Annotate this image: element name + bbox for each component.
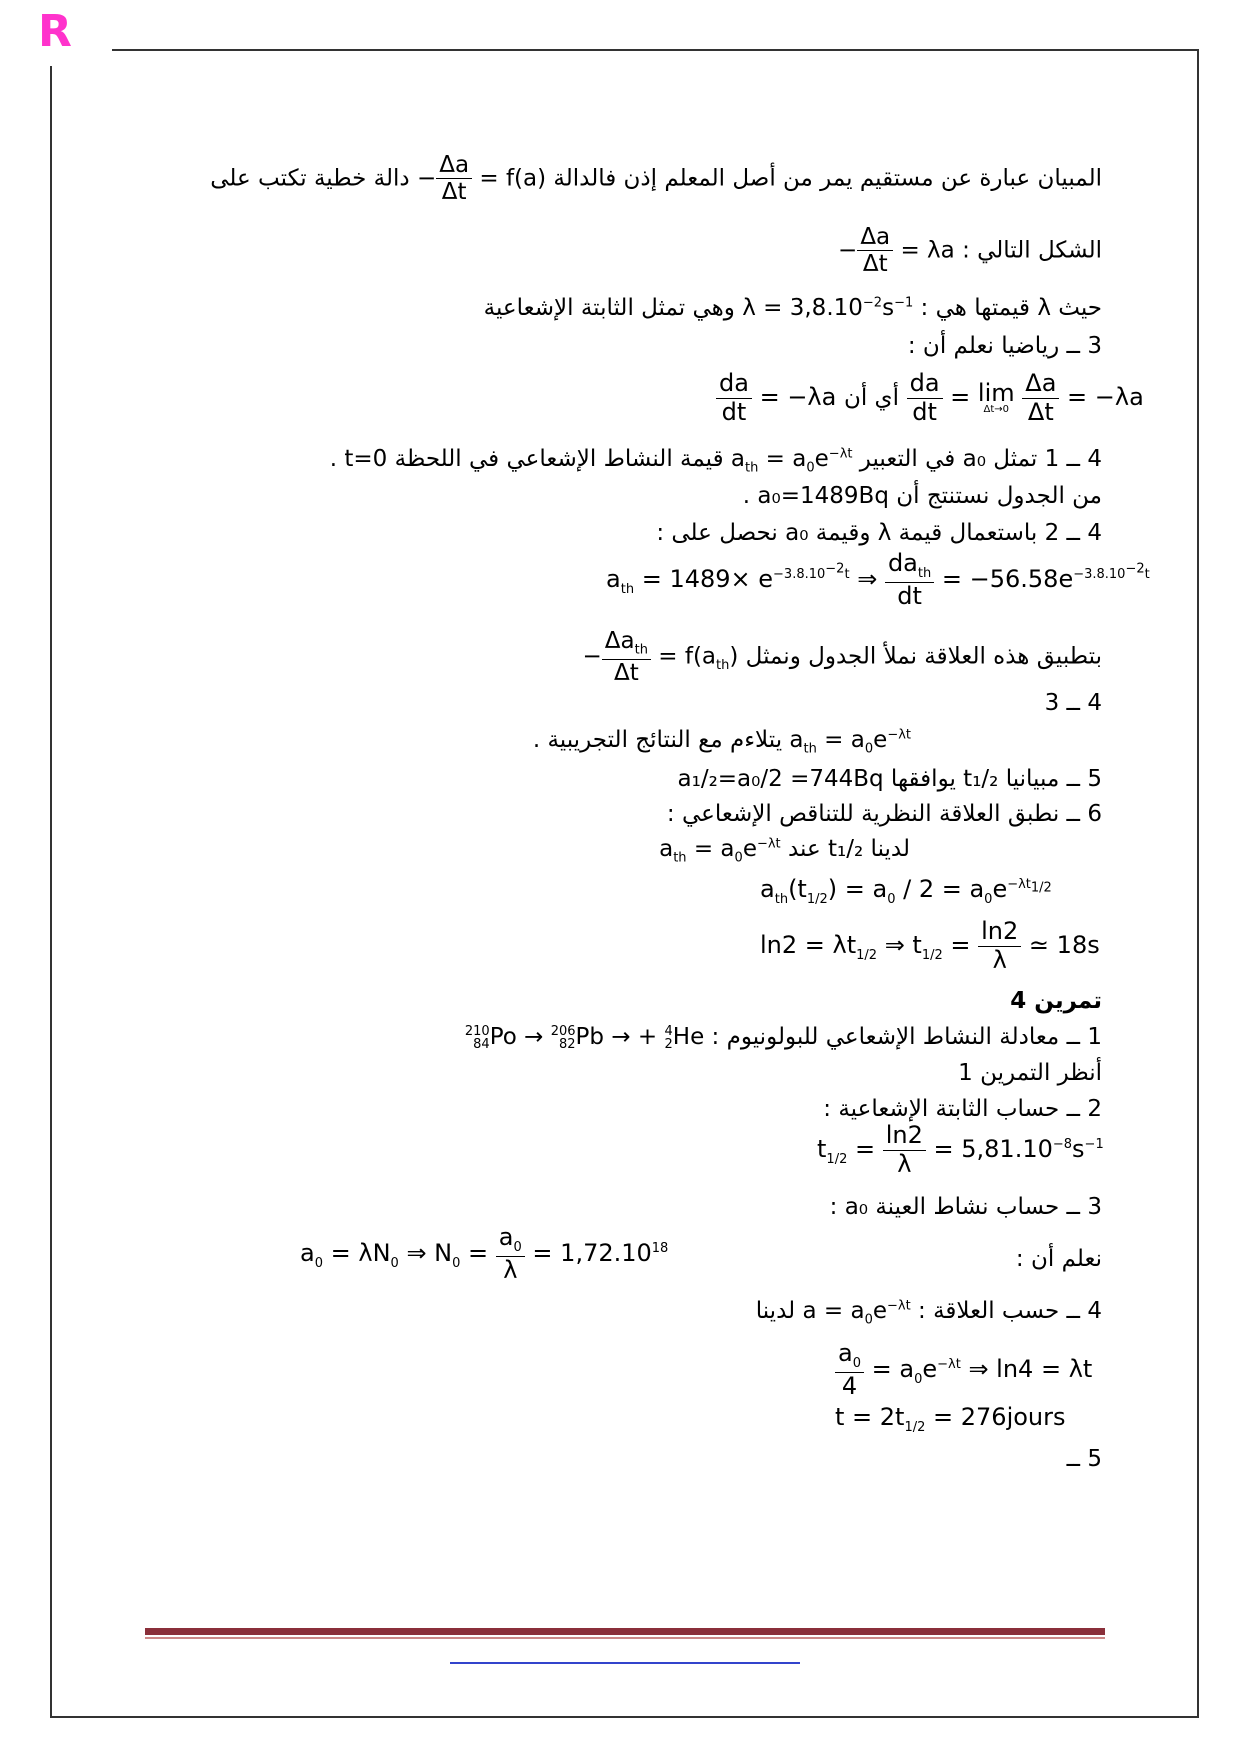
text-following-form: الشكل التالي :	[962, 237, 1102, 264]
footer-link-underline[interactable]	[450, 1662, 800, 1664]
paragraph-line-7	[743, 483, 1102, 509]
exercise-heading: تمرين 4	[1010, 988, 1102, 1014]
paragraph-line-2	[838, 224, 1102, 278]
question-3: 3 ــ حساب نشاط العينة a₀ :	[829, 1194, 1102, 1220]
question-2: 2 ــ حساب الثابتة الإشعاعية :	[823, 1096, 1102, 1122]
text-radioactive-constant: وهي تمثل الثابتة الإشعاعية	[483, 295, 735, 321]
text-we-have: لدينا t₁/₂	[828, 836, 910, 862]
paragraph-line-6	[330, 446, 1102, 476]
equation-a-th-3: $a_{th} = a_0e^{-\lambda t}$	[659, 836, 781, 866]
text-where-lambda: حيث λ قيمتها هي :	[920, 295, 1102, 321]
footer-rule	[145, 1628, 1105, 1635]
paragraph-line-3	[484, 295, 1102, 321]
equation-f-of-a: − $\frac{\Delta a}{\Delta t}$ = f(a)	[416, 152, 547, 206]
equation-lambda-a: − $\frac{\Delta a}{\Delta t}$ = λa	[838, 224, 955, 278]
equation-a-decay: $a = a_0e^{-\lambda t}$	[802, 1298, 911, 1328]
paragraph-line-8	[656, 520, 1102, 546]
equation-lambda-calc: $t_{1/2}$ = $\frac{\ln 2}{\lambda}$ = $5,81.10^{-8}s^{-1}$	[817, 1121, 1104, 1178]
text-4-3: 4 ــ 3	[1044, 690, 1102, 716]
frame-top-border	[112, 49, 1198, 51]
frame-bottom-border	[50, 1716, 1199, 1718]
text-4-2: 4 ــ 2 باستعمال قيمة λ وقيمة a₀ نحصل على :	[656, 520, 1102, 546]
logo: R	[38, 6, 71, 57]
paragraph-line-13	[678, 766, 1103, 792]
text-5-half-life: 5 ــ مبيانيا t₁/₂ يوافقها a₁/₂=a₀/2 =744Bq	[677, 766, 1102, 792]
equation-half-activity: $a_{th}(t_{1/2}) = a_0 / 2 = a_0e^{-\lambda t_{1/2}}$	[760, 875, 1052, 907]
text-that-is: أي أن	[843, 385, 899, 412]
equation-quarter: $\frac{a_0}{4}$ = $a_0e^{-\lambda t}$ ⇒ ln4 = λt	[835, 1340, 1092, 1400]
footer-rule-shadow	[145, 1637, 1105, 1639]
equation-days: $t = 2t_{1/2}$ = 276jours	[835, 1403, 1066, 1435]
equation-a-th-2: $a_{th} = a_0e^{-\lambda t}$	[789, 727, 911, 757]
paragraph-line-14	[667, 801, 1102, 827]
question-1	[465, 1024, 1102, 1051]
equation-f-a-th: − $\frac{\Delta a_{th}}{\Delta t}$ = $f(a_{th})$	[582, 628, 739, 686]
frame-left-border	[50, 66, 52, 1717]
equation-n0: $a_0 = \lambda N_0$ ⇒ $N_0$ = $\frac{a_0}{\lambda}$ = $1,72.10^{18}$	[300, 1223, 669, 1284]
text-mathematically: 3 ــ رياضيا نعلم أن :	[907, 333, 1102, 359]
paragraph-line-15	[659, 836, 910, 866]
text-we-have-2: لدينا	[755, 1298, 796, 1324]
text-4-1: 4 ــ 1 تمثل a₀ في التعبير	[859, 446, 1102, 472]
equation-limit: $\frac{da}{dt}$ = −λa أي أن $\frac{da}{dt}$ = lim Δt→0 $\frac{\Delta a}{\Delta t}$ = −λa	[716, 370, 1144, 426]
question-3-note: نعلم أن :	[1015, 1246, 1102, 1272]
question-1-note: أنظر التمرين 1	[958, 1060, 1102, 1086]
text-graph-line: المبيان عبارة عن مستقيم يمر من أصل المعلم إذن فالدالة	[553, 165, 1102, 192]
paragraph-line-12	[533, 727, 911, 757]
equation-polonium-decay: 210 84 Po → 206 82 Pb → + 4 2 He	[464, 1023, 705, 1052]
text-polonium-equation: 1 ــ معادلة النشاط الإشعاعي للبولونيوم :	[711, 1024, 1102, 1050]
text-a0-value: من الجدول نستنتج أن a₀=1489Bq .	[742, 483, 1102, 509]
equation-a-th-numeric: $a_{th} = 1489\times e^{-3.8.10^{-2}t}$ ⇒ $\frac{da_{th}}{dt}$ = $-56.58e^{-3.8.10^{-2}t}$	[606, 549, 1150, 610]
text-6-theory: 6 ــ نطبق العلاقة النظرية للتناقص الإشعاعي :	[666, 801, 1102, 827]
text-according-relation: 4 ــ حسب العلاقة :	[918, 1298, 1102, 1324]
paragraph-line-4	[908, 333, 1102, 359]
equation-a-th: $a_{th} = a_0e^{-\lambda t}$	[730, 446, 853, 476]
equation-half-life: $\ln 2 = \lambda t_{1/2}$ ⇒ $t_{1/2}$ = $\frac{\ln 2}{\lambda}$ ≃ 18s	[760, 917, 1100, 974]
text-initial-activity: قيمة النشاط الإشعاعي في اللحظة t=0 .	[329, 446, 724, 472]
question-4	[756, 1298, 1102, 1328]
question-5: 5 ــ	[1066, 1446, 1102, 1472]
text-fits-results: يتلاءم مع النتائج التجريبية .	[532, 727, 783, 753]
frame-right-border	[1197, 49, 1199, 1717]
paragraph-line-11	[1045, 690, 1102, 716]
paragraph-line-10	[583, 628, 1103, 686]
equation-lambda-value: $\lambda = 3,8.10^{-2}s^{-1}$	[742, 295, 914, 321]
text-apply-relation: بتطبيق هذه العلاقة نملأ الجدول ونمثل	[745, 643, 1102, 670]
text-at: عند	[787, 836, 821, 862]
paragraph-line-1	[210, 152, 1102, 206]
text-linear-function: دالة خطية تكتب على	[210, 165, 410, 192]
